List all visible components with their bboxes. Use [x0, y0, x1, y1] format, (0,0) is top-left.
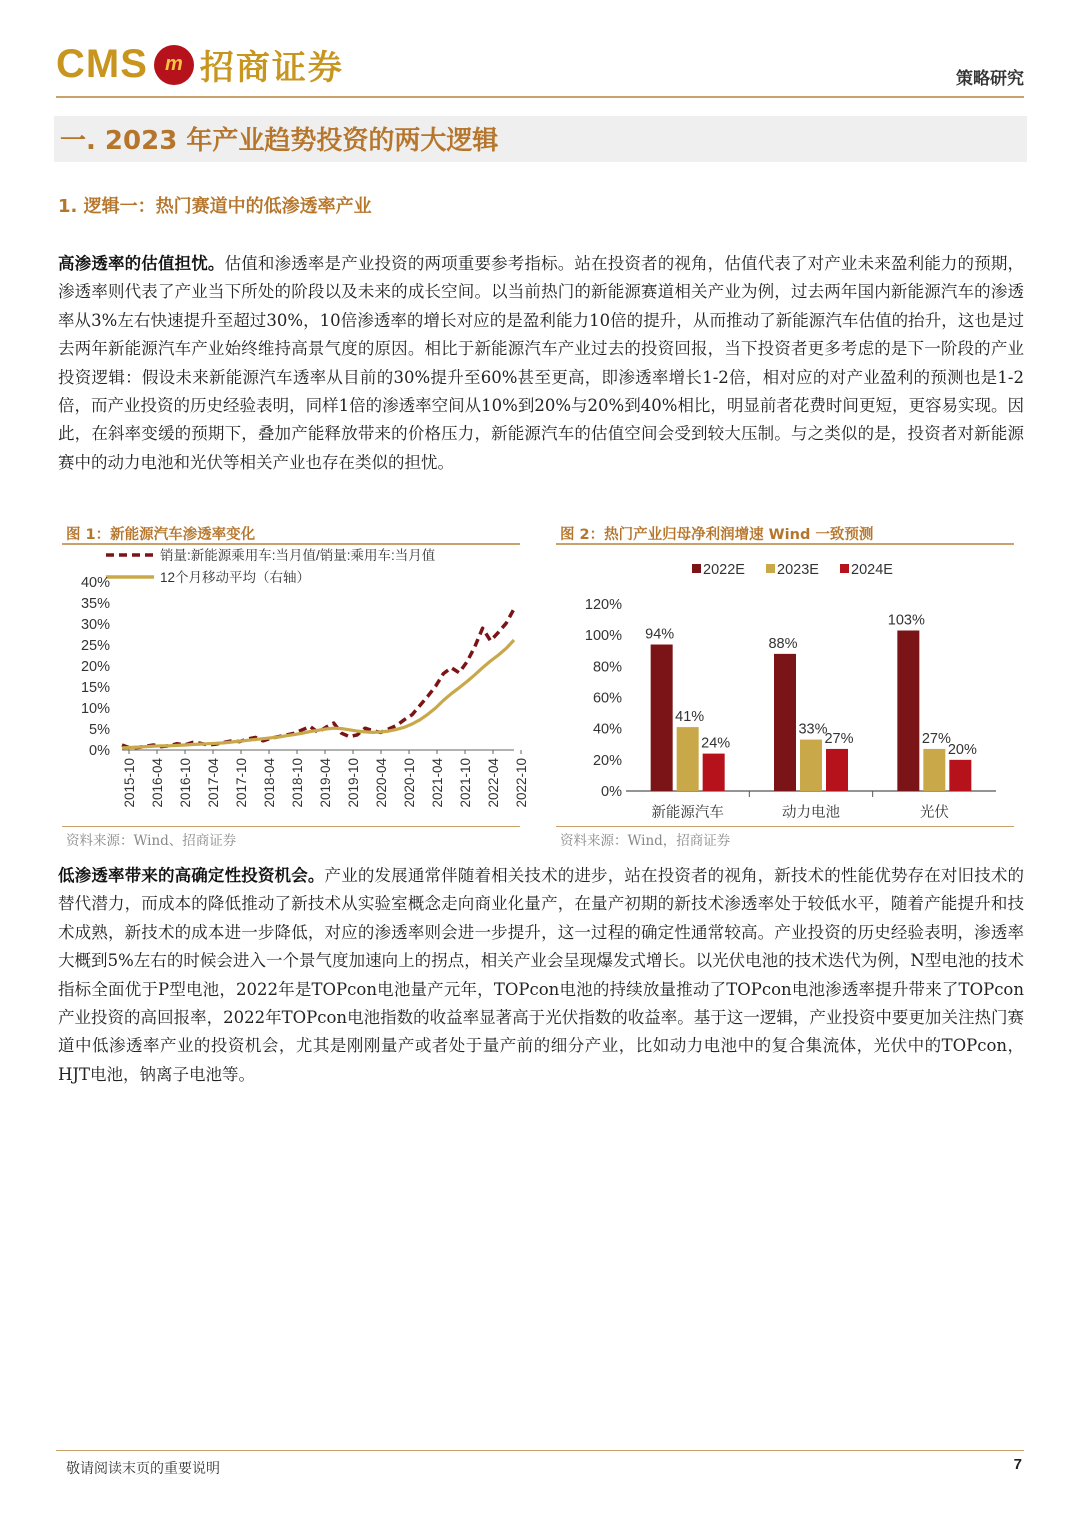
bar-data-label: 20%: [947, 741, 977, 758]
x-tick-label: 2022-10: [514, 758, 529, 808]
x-tick-label: 2015-10: [122, 758, 137, 808]
section-title: 一. 2023 年产业趋势投资的两大逻辑: [60, 126, 499, 156]
bar: [677, 727, 699, 791]
chart1-axes: [81, 575, 529, 808]
figure-1-line-chart: [62, 546, 529, 824]
x-tick-label: 2021-10: [458, 758, 473, 808]
logo-text: CMS: [56, 42, 148, 86]
y-tick-label: 0%: [89, 743, 110, 759]
bar-data-label: 27%: [921, 730, 951, 747]
y-tick-label: 20%: [80, 659, 110, 675]
legend-label-1: 12个月移动平均（右轴）: [160, 570, 311, 585]
x-tick-label: 2021-04: [430, 758, 445, 808]
figure-2-bottom-rule: [556, 826, 1014, 827]
figure-1-title: 图 1：新能源汽车渗透率变化: [66, 527, 256, 543]
y-tick-label: 0%: [601, 784, 622, 800]
bar: [774, 654, 796, 791]
report-category: 策略研究: [956, 69, 1024, 89]
figure-2-source: 资料来源：Wind，招商证券: [560, 833, 731, 849]
chart2-legend: [692, 562, 893, 578]
sub-section-title: 1. 逻辑一：热门赛道中的低渗透率产业: [58, 196, 372, 217]
x-category-label: 光伏: [919, 805, 949, 821]
legend-swatch-1: [766, 564, 775, 573]
logo-cn-text: 招商证券: [199, 48, 344, 88]
bar-data-label: 41%: [675, 709, 705, 726]
y-tick-label: 25%: [80, 638, 110, 654]
bar: [949, 760, 971, 791]
bar-data-label: 94%: [645, 626, 675, 643]
bar-data-label: 27%: [824, 730, 854, 747]
bar: [703, 754, 725, 791]
figure-2-bar-chart: [556, 546, 1014, 824]
y-tick-label: 35%: [80, 596, 110, 612]
bar: [897, 630, 919, 791]
paragraph-1-lead: 高渗透率的估值担忧。: [58, 254, 225, 273]
paragraph-2-body: 产业的发展通常伴随着相关技术的进步，站在投资者的视角，新技术的性能优势存在对旧技术的替代潜力，而成本的降低推动了新技术从实验室概念走向商业化量产，在量产初期的新技术渗透率处于较低水平，随着产能提升和技术成熟，新技术的成本进一步降低，对应的渗透率则会进一步提升，这一过程的确定性通常较高。产业投资的历史经验表明，渗透率大概到5%左右的时候会进入一个景气度加速向上的拐点，相关产业会呈现爆发式增长。以光伏电池的技术迭代为例，N型电池的技术指标全面优于P型电池，2022年是TOPcon电池量产元年，TOPcon电池的持续放量推动了TOPcon电池渗透率提升带来了TOPcon产业投资的高回报率，2022年TOPcon电池指数的收益率显著高于光伏指数的收益率。基于这一逻辑，产业投资中要更加关注热门赛道中低渗透率产业的投资机会，尤其是刚刚量产或者处于量产前的细分产业，比如动力电池中的复合集流体，光伏中的TOPcon，HJT电池，钠离子电池等。: [58, 866, 1025, 1084]
bar: [923, 749, 945, 791]
logo-emblem-icon: m: [154, 45, 194, 85]
figure-1-source: 资料来源：Wind、招商证券: [66, 833, 237, 849]
paragraph-1: [58, 250, 1024, 477]
legend-label-2: 2024E: [851, 562, 893, 578]
legend-swatch-0: [692, 564, 701, 573]
x-tick-label: 2019-10: [346, 758, 361, 808]
y-tick-label: 40%: [80, 575, 110, 591]
y-tick-label: 15%: [80, 680, 110, 696]
page-header: [56, 36, 1024, 96]
x-tick-label: 2018-10: [290, 758, 305, 808]
figure-2-title: 图 2：热门产业归母净利润增速 Wind 一致预测: [560, 527, 874, 543]
y-tick-label: 30%: [80, 617, 110, 633]
bar-data-label: 88%: [768, 635, 798, 652]
figure-2-top-rule: [556, 543, 1014, 545]
bar: [651, 645, 673, 791]
x-tick-label: 2018-04: [262, 758, 277, 808]
paragraph-1-body: 估值和渗透率是产业投资的两项重要参考指标。站在投资者的视角，估值代表了对产业未来盈利能力的预期，渗透率则代表了产业当下所处的阶段以及未来的成长空间。以当前热门的新能源赛道相关产业为例，过去两年国内新能源汽车的渗透率从3%左右快速提升至超过30%，10倍渗透率的增长对应的是盈利能力10倍的提升，从而推动了新能源汽车估值的抬升，这也是过去两年新能源汽车产业始终维持高景气度的原因。相比于新能源汽车产业过去的投资回报，当下投资者更多考虑的是下一阶段的产业投资逻辑：假设未来新能源汽车透率从目前的30%提升至60%甚至更高，即渗透率增长1-2倍，相对应的对产业盈利的预测也是1-2倍，而产业投资的历史经验表明，同样1倍的渗透率空间从10%到20%与20%到40%相比，明显前者花费时间更短，更容易实现。因此，在斜率变缓的预期下，叠加产能释放带来的价格压力，新能源汽车的估值空间会受到较大压制。与之类似的是，投资者对新能源赛中的动力电池和光伏等相关产业也存在类似的担忧。: [58, 254, 1025, 472]
x-tick-label: 2020-04: [374, 758, 389, 808]
paragraph-2: [58, 862, 1024, 1089]
y-tick-label: 20%: [592, 752, 622, 769]
x-tick-label: 2020-10: [402, 758, 417, 808]
y-tick-label: 40%: [592, 721, 622, 738]
bar-data-label: 103%: [887, 612, 925, 629]
y-tick-label: 60%: [592, 690, 622, 707]
x-tick-label: 2017-10: [234, 758, 249, 808]
x-category-label: 动力电池: [782, 805, 840, 821]
figure-1-top-rule: [62, 543, 520, 545]
x-tick-label: 2016-04: [150, 758, 165, 808]
cms-logo: [56, 40, 344, 89]
y-tick-label: 10%: [80, 701, 110, 717]
x-tick-label: 2019-04: [318, 758, 333, 808]
bar: [826, 749, 848, 791]
page-number: 7: [1013, 1456, 1022, 1473]
header-divider: [56, 96, 1024, 98]
legend-label-0: 销量:新能源乘用车:当月值/销量:乘用车:当月值: [160, 548, 436, 563]
paragraph-2-lead: 低渗透率带来的高确定性投资机会。: [58, 866, 325, 885]
footer-divider: [56, 1450, 1024, 1451]
chart1-series: [122, 609, 514, 748]
legend-label-1: 2023E: [777, 562, 819, 578]
x-tick-label: 2016-10: [178, 758, 193, 808]
series-line-1: [122, 640, 514, 748]
series-line-0: [122, 609, 514, 748]
chart2-bars: [645, 612, 977, 791]
footer-disclaimer: 敬请阅读末页的重要说明: [66, 1461, 220, 1477]
legend-swatch-2: [840, 564, 849, 573]
x-tick-label: 2017-04: [206, 758, 221, 808]
x-category-label: 新能源汽车: [651, 805, 724, 821]
y-tick-label: 5%: [89, 722, 110, 738]
figure-1-bottom-rule: [62, 826, 520, 827]
legend-label-0: 2022E: [703, 562, 745, 578]
y-tick-label: 80%: [592, 659, 622, 676]
bar-data-label: 24%: [701, 735, 731, 752]
bar: [800, 740, 822, 791]
x-tick-label: 2022-04: [486, 758, 501, 808]
chart1-legend: [106, 547, 436, 585]
bar-data-label: 33%: [798, 721, 828, 738]
y-tick-label: 100%: [584, 628, 622, 645]
y-tick-label: 120%: [584, 597, 622, 613]
